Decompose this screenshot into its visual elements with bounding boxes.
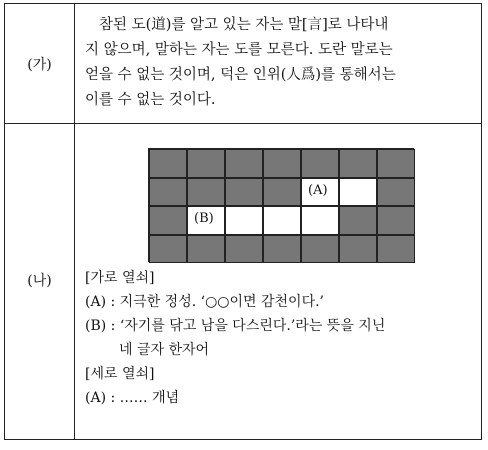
grid-cell xyxy=(301,149,339,178)
passage-line-2: 지 않으며, 말하는 자는 도를 모른다. 도란 말로는 xyxy=(85,42,393,58)
grid-cell xyxy=(225,149,263,178)
answer-cell-a2 xyxy=(339,178,377,207)
question-table xyxy=(4,3,482,440)
answer-cell-b4 xyxy=(301,206,339,235)
answer-cell-b3 xyxy=(263,206,301,235)
grid-cell xyxy=(149,149,187,178)
grid-cell xyxy=(149,206,187,235)
grid-cell xyxy=(149,178,187,207)
grid-cell xyxy=(339,206,377,235)
grid-cell xyxy=(377,206,415,235)
row-label-ga: (가) xyxy=(27,57,52,73)
row-divider xyxy=(5,123,481,124)
passage-line-1: 참된 도(道)를 알고 있는 자는 말[言]로 나타내 xyxy=(99,17,389,33)
answer-cell-b2 xyxy=(225,206,263,235)
across-clue-a: (A) : 지극한 정성. ‘○○이면 감천이다.’ xyxy=(85,294,324,310)
grid-cell xyxy=(187,178,225,207)
grid-cell xyxy=(187,235,225,264)
clues xyxy=(85,266,477,410)
passage-line-3: 얻을 수 없는 것이며, 덕은 인위(人爲)를 통해서는 xyxy=(85,67,396,83)
grid-cell xyxy=(187,149,225,178)
grid-cell xyxy=(301,235,339,264)
grid-cell xyxy=(339,149,377,178)
grid-cell xyxy=(263,235,301,264)
answer-cell-a1 xyxy=(301,178,339,207)
column-divider xyxy=(74,4,75,439)
crossword-grid xyxy=(148,148,414,262)
across-header: [가로 열쇠] xyxy=(85,270,155,286)
grid-cell xyxy=(377,178,415,207)
answer-cell-b1 xyxy=(187,206,225,235)
grid-cell xyxy=(377,149,415,178)
across-clue-b-line2: 네 글자 한자어 xyxy=(119,342,210,358)
grid-cell xyxy=(225,235,263,264)
passage-ga xyxy=(85,13,475,113)
grid-cell xyxy=(263,178,301,207)
grid-cell xyxy=(149,235,187,264)
grid-cell xyxy=(377,235,415,264)
row-label-na: (나) xyxy=(27,273,52,289)
down-header: [세로 열쇠] xyxy=(85,366,155,382)
passage-line-4: 이를 수 없는 것이다. xyxy=(85,92,216,108)
down-clue-a: (A) : …… 개념 xyxy=(85,390,180,406)
label-a: (A) xyxy=(308,182,328,198)
grid-cell xyxy=(263,149,301,178)
label-b: (B) xyxy=(194,211,214,226)
grid-cell xyxy=(339,235,377,264)
across-clue-b-line1: (B) : ‘자기를 닦고 남을 다스린다.’라는 뜻을 지닌 xyxy=(85,318,386,334)
grid-cell xyxy=(225,178,263,207)
